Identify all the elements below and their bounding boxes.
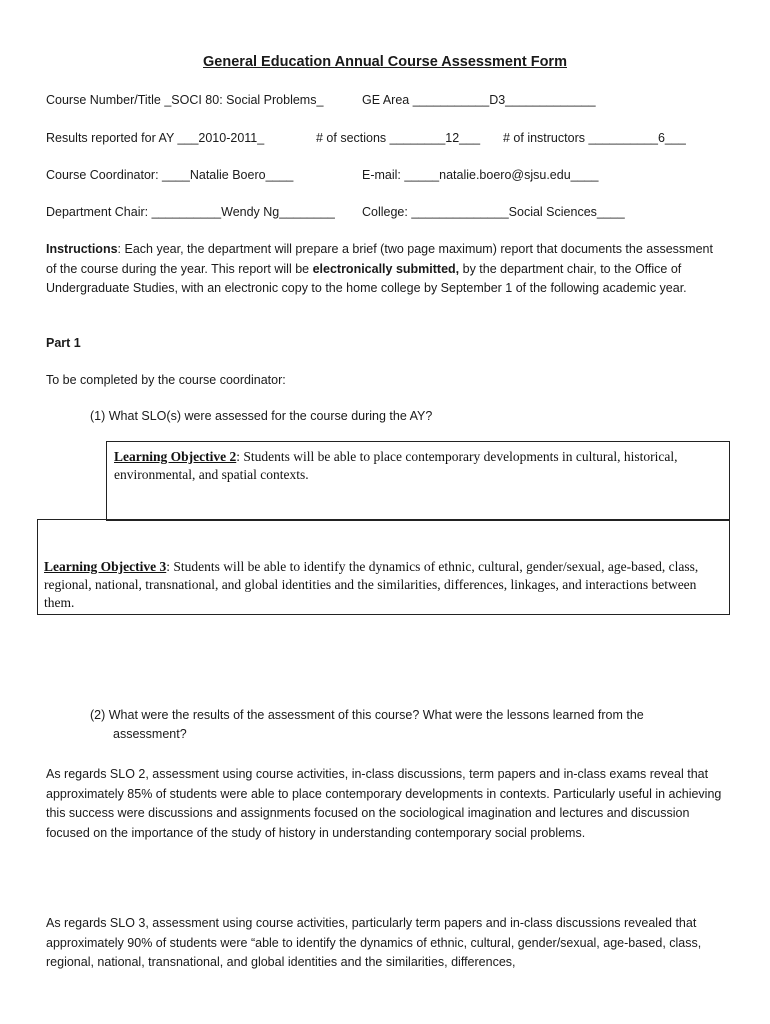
sections-field: # of sections ________12___ (316, 131, 481, 145)
learning-objective-3 (44, 558, 720, 612)
part1-intro: To be completed by the course coordinator: (46, 373, 286, 387)
instructions-paragraph (46, 240, 726, 299)
part1-heading: Part 1 (46, 336, 81, 350)
email-field: E-mail: _____natalie.boero@sjsu.edu____ (362, 168, 599, 182)
course-coordinator-field: Course Coordinator: ____Natalie Boero____ (46, 168, 294, 182)
instructions-emphasis: electronically submitted, (312, 261, 460, 276)
question-2-continued: assessment? (113, 727, 187, 741)
learning-objective-2-text: : Students will be able to place contemporary developments in cultural, historical, environmental, and spatial contexts. (114, 449, 678, 482)
learning-objective-2 (114, 448, 704, 484)
ge-area-field: GE Area ___________D3_____________ (362, 93, 596, 107)
department-chair-field: Department Chair: __________Wendy Ng________ (46, 205, 335, 219)
learning-objective-3-box (37, 519, 730, 615)
question-2: (2) What were the results of the assessment of this course? What were the lessons learned from the (90, 708, 644, 722)
instructions-label: Instructions (46, 242, 118, 256)
question-1: (1) What SLO(s) were assessed for the course during the AY? (90, 409, 433, 423)
slo3-results-paragraph: As regards SLO 3, assessment using course activities, particularly term papers and in-class discussions revealed that approximately 90% of students were “able to identify the dynamics of ethnic, cultural, gender/sexual, age-based, class, regional, national, transnational, and global identities and the similarities, differences, (46, 916, 702, 969)
learning-objective-2-box (106, 441, 730, 521)
instructions-text: : Each year, the department will prepare a brief (two page maximum) report that documents the assessment of the course during the year. This report will be (46, 242, 713, 276)
college-field: College: ______________Social Sciences____ (362, 205, 625, 219)
learning-objective-3-label: Learning Objective 3 (44, 559, 167, 574)
learning-objective-2-label: Learning Objective 2 (114, 449, 237, 464)
instructors-field: # of instructors __________6___ (503, 131, 686, 145)
instructions-text-end: by the department chair, to the Office of Undergraduate Studies, with an electronic copy to the home college by September 1 of the following academic year. (46, 261, 687, 295)
learning-objective-3-text: : Students will be able to identify the dynamics of ethnic, cultural, gender/sexual, age-based, class, regional, national, transnational, and global identities and the similarities, differences, linkages, and interactions between them. (44, 559, 699, 610)
course-number-title-field: Course Number/Title _SOCI 80: Social Problems_ (46, 93, 324, 107)
form-title: General Education Annual Course Assessment Form (203, 54, 567, 70)
results-reported-field: Results reported for AY ___2010-2011_ (46, 131, 265, 145)
slo2-results-paragraph: As regards SLO 2, assessment using course activities, in-class discussions, term papers and in-class exams reveal that approximately 85% of students were able to place contemporary developments in contexts. Particularly useful in achieving this success were discussions and assignments focused on the sociological imagination and lectures and discussion focused on the importance of the study of history in understanding contemporary social problems. (46, 767, 722, 840)
